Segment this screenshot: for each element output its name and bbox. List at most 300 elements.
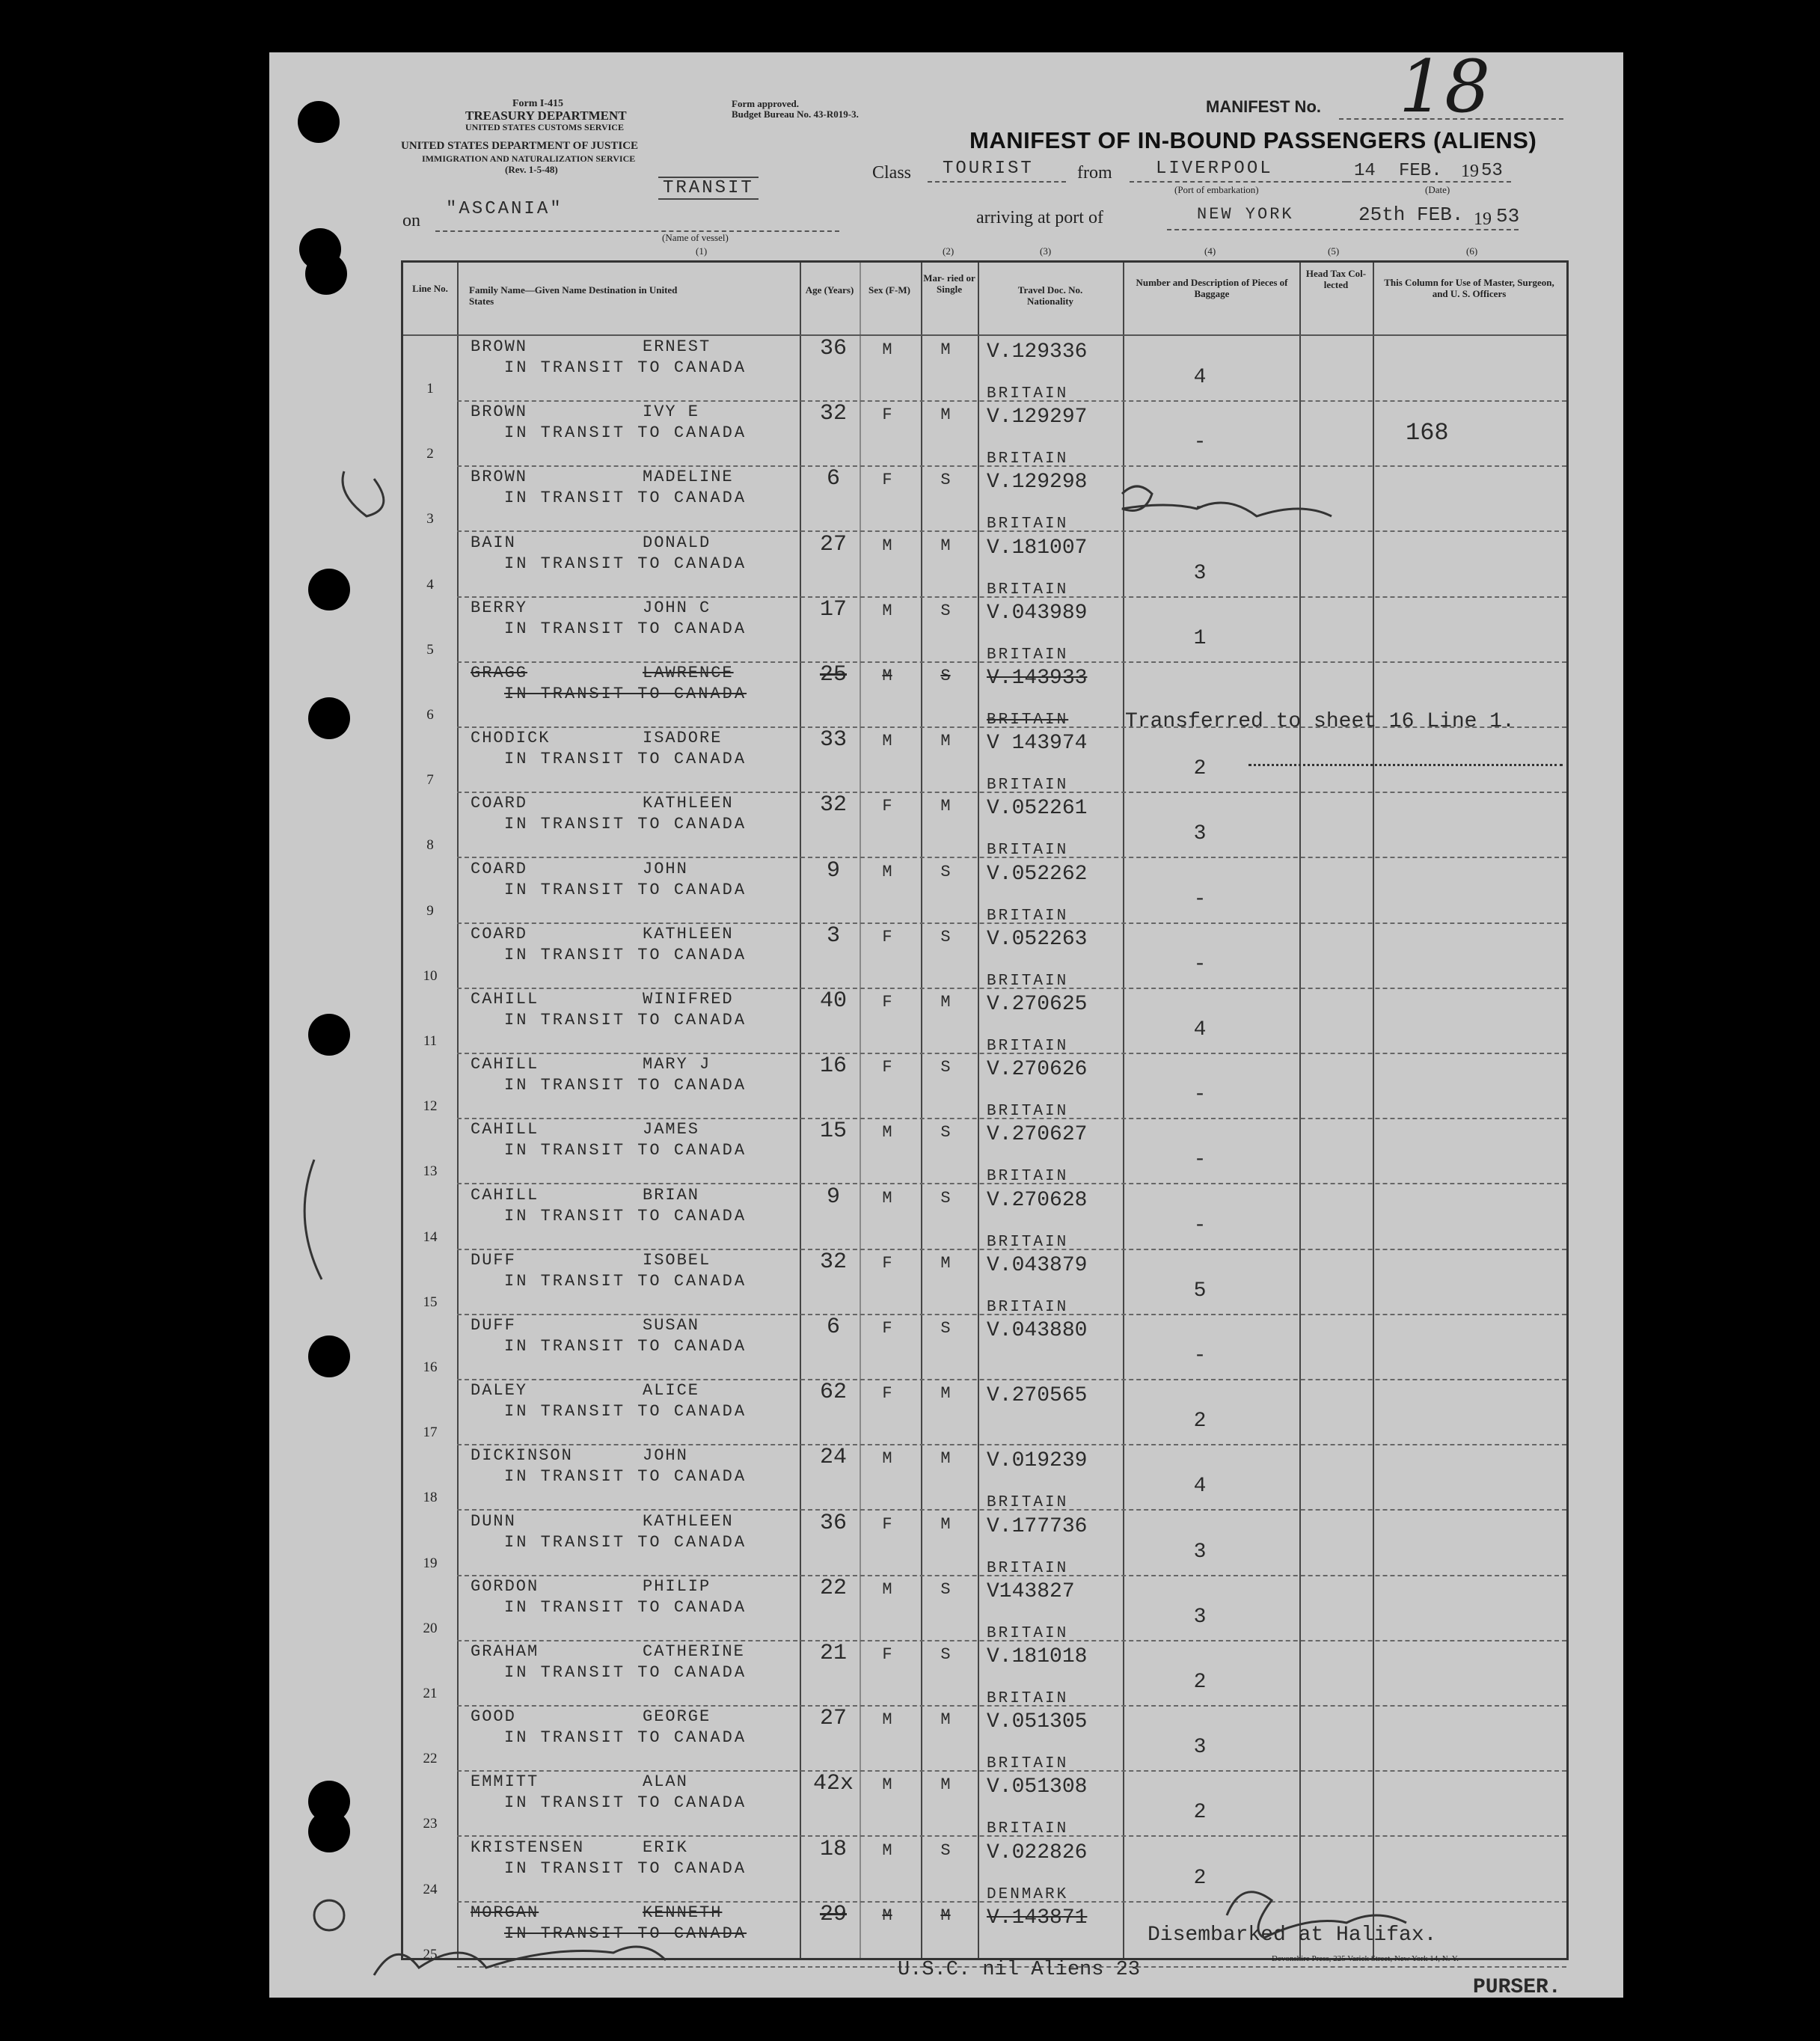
nationality: BRITAIN [987, 777, 1069, 795]
punch-hole [305, 253, 347, 295]
line-number: 8 [426, 837, 434, 854]
marital-status: M [940, 340, 951, 359]
destination: IN TRANSIT TO CANADA [504, 815, 747, 834]
col-number-2: (2) [943, 245, 955, 257]
th-officers: This Column for Use of Master, Surgeon, and U. S. Officers [1384, 277, 1554, 299]
age: 16 [819, 1053, 847, 1080]
table-row [403, 532, 1566, 598]
nationality: BRITAIN [987, 1624, 1069, 1642]
manifest-sheet [269, 45, 1623, 1999]
travel-doc-number: V 143974 [987, 732, 1088, 756]
sex: M [882, 536, 892, 555]
given-name: ERIK [643, 1837, 688, 1857]
sex: F [882, 1253, 892, 1273]
nationality: BRITAIN [987, 1168, 1069, 1186]
sex: M [882, 1123, 892, 1142]
age: 32 [819, 401, 847, 427]
marital-status: M [940, 797, 951, 816]
nationality: BRITAIN [987, 581, 1069, 599]
date-year-prefix: 19 [1461, 162, 1479, 181]
th-baggage: Number and Description of Pieces of Baggage [1136, 277, 1288, 299]
nationality: BRITAIN [987, 1690, 1069, 1707]
disembarked-note: Disembarked at Halifax. [1148, 1924, 1437, 1947]
baggage-count: - [1193, 431, 1207, 455]
printer-imprint: Devonshire Press, 225 Varick Street, New York 14, N. Y. [1272, 1954, 1459, 1963]
date-month: FEB. [1399, 161, 1442, 181]
destination: IN TRANSIT TO CANADA [504, 1728, 747, 1748]
travel-doc-number: V.270627 [987, 1123, 1088, 1147]
destination: IN TRANSIT TO CANADA [504, 1467, 747, 1487]
given-name: IVY E [643, 403, 700, 422]
date-caption: (Date) [1425, 184, 1450, 195]
marital-status: M [940, 1775, 951, 1795]
vessel-caption: (Name of vessel) [662, 232, 729, 243]
punch-hole [308, 1811, 350, 1852]
baggage-count: 4 [1193, 1475, 1207, 1499]
sex: M [882, 1775, 892, 1795]
form-number: Form I-415 [512, 98, 564, 109]
age: 62 [819, 1380, 847, 1406]
family-name: CAHILL [471, 1055, 539, 1074]
manifest-no-handwritten: 18 [1399, 45, 1491, 129]
sex: F [882, 1319, 892, 1338]
table-row [403, 988, 1566, 1054]
sex: F [882, 1645, 892, 1664]
given-name: JOHN [643, 859, 688, 878]
sex: F [882, 406, 892, 425]
family-name: KRISTENSEN [471, 1837, 585, 1857]
travel-doc-number: V.270626 [987, 1058, 1088, 1082]
embarkation-caption: (Port of embarkation) [1174, 184, 1259, 195]
given-name: ALICE [643, 1381, 700, 1401]
sex: M [882, 732, 892, 751]
punch-hole [298, 101, 340, 143]
form-approved: Form approved. [732, 98, 800, 109]
given-name: LAWRENCE [643, 664, 734, 682]
baggage-count: 3 [1193, 1540, 1207, 1564]
th-age: Age (Years) [805, 284, 854, 296]
line-number: 11 [423, 1033, 438, 1049]
ins-label: IMMIGRATION AND NATURALIZATION SERVICE [422, 153, 636, 164]
officer-note: 168 [1406, 419, 1449, 447]
family-name: COARD [471, 859, 528, 878]
travel-doc-number: V.043989 [987, 601, 1088, 625]
nationality: BRITAIN [987, 842, 1069, 860]
marital-status: M [940, 406, 951, 425]
nationality: BRITAIN [987, 1820, 1069, 1838]
th-line-no: Line No. [412, 283, 448, 294]
destination: IN TRANSIT TO CANADA [504, 1532, 747, 1552]
table-row [403, 1706, 1566, 1772]
destination: IN TRANSIT TO CANADA [504, 1076, 747, 1095]
baggage-count: - [1193, 1148, 1207, 1172]
line-number: 5 [426, 641, 434, 658]
age: 40 [819, 988, 847, 1014]
age: 32 [819, 1249, 847, 1275]
destination: IN TRANSIT TO CANADA [504, 423, 747, 443]
th-head-tax: Head Tax Col- lected [1305, 268, 1367, 290]
table-row [403, 792, 1566, 858]
table-row [403, 1053, 1566, 1119]
table-row [403, 1771, 1566, 1837]
table-row [403, 1837, 1566, 1903]
marital-status: S [940, 1123, 951, 1142]
line-number: 6 [426, 707, 434, 723]
table-row [403, 1380, 1566, 1445]
marital-status: M [940, 536, 951, 555]
baggage-count: - [1193, 1083, 1207, 1107]
punch-hole [308, 1014, 350, 1056]
travel-doc-number: V.129336 [987, 340, 1088, 364]
vessel-name: "ASCANIA" [446, 199, 563, 219]
table-row [403, 923, 1566, 989]
sex: M [882, 1906, 892, 1925]
th-sex: Sex (F-M) [868, 284, 910, 296]
sex: M [882, 667, 892, 685]
age: 17 [819, 596, 847, 622]
destination: IN TRANSIT TO CANADA [504, 685, 747, 703]
footer-typed: U.S.C. nil Aliens 23 [898, 1959, 1141, 1981]
treasury-department: TREASURY DEPARTMENT [465, 108, 627, 123]
age: 9 [826, 1184, 840, 1210]
arriving-label: arriving at port of [976, 208, 1103, 227]
table-row [403, 1119, 1566, 1184]
family-name: DUFF [471, 1250, 516, 1270]
marital-status: M [940, 993, 951, 1012]
purser-label: PURSER. [1473, 1976, 1561, 1999]
family-name: DICKINSON [471, 1446, 573, 1466]
line-number: 18 [423, 1490, 438, 1506]
given-name: ERNEST [643, 337, 711, 356]
budget-bureau: Budget Bureau No. 43-R019-3. [732, 108, 859, 120]
line-number: 15 [423, 1294, 438, 1310]
destination: IN TRANSIT TO CANADA [504, 1271, 747, 1291]
family-name: GRAHAM [471, 1642, 539, 1661]
table-row [403, 597, 1566, 663]
travel-doc-number: V.022826 [987, 1840, 1088, 1864]
baggage-count: 3 [1193, 822, 1207, 846]
given-name: PHILIP [643, 1576, 711, 1596]
family-name: COARD [471, 924, 528, 943]
date-underline [1346, 181, 1511, 183]
family-name: BROWN [471, 337, 528, 356]
family-name: BROWN [471, 403, 528, 422]
family-name: GRAGG [471, 664, 528, 682]
marital-status: S [940, 1058, 951, 1077]
baggage-count: 5 [1193, 1279, 1207, 1303]
given-name: JOHN C [643, 598, 711, 617]
given-name: GEORGE [643, 1707, 711, 1727]
nationality: BRITAIN [987, 712, 1069, 729]
age: 15 [819, 1119, 847, 1145]
travel-doc-number: V.181018 [987, 1645, 1088, 1668]
given-name: WINIFRED [643, 990, 734, 1009]
col-number-3: (3) [1040, 245, 1052, 257]
sex: F [882, 1058, 892, 1077]
age: 33 [819, 727, 847, 753]
travel-doc-number: V.043880 [987, 1319, 1088, 1342]
manifest-no-label: MANIFEST No. [1206, 97, 1321, 116]
destination: IN TRANSIT TO CANADA [504, 1597, 747, 1617]
age: 24 [819, 1445, 847, 1471]
customs-service: UNITED STATES CUSTOMS SERVICE [465, 122, 624, 132]
transfer-dots [1248, 764, 1563, 766]
family-name: CAHILL [471, 1185, 539, 1205]
marital-status: S [940, 601, 951, 620]
line-number: 4 [426, 576, 434, 593]
nationality: BRITAIN [987, 515, 1069, 533]
marital-status: M [940, 732, 951, 751]
family-name: BERRY [471, 598, 528, 617]
line-number: 20 [423, 1620, 438, 1636]
travel-doc-number: V.052261 [987, 797, 1088, 821]
given-name: KENNETH [643, 1903, 723, 1922]
given-name: KATHLEEN [643, 794, 734, 813]
nationality: BRITAIN [987, 1103, 1069, 1121]
table-row [403, 1641, 1566, 1707]
marital-status: M [940, 1449, 951, 1469]
age: 25 [819, 662, 847, 688]
col-number-6: (6) [1466, 245, 1478, 257]
family-name: BROWN [471, 468, 528, 487]
sex: M [882, 1710, 892, 1730]
line-number: 24 [423, 1881, 438, 1897]
marital-status: S [940, 1840, 951, 1860]
table-row [403, 1315, 1566, 1380]
travel-doc-number: V143827 [987, 1579, 1075, 1603]
table-row [403, 466, 1566, 532]
marital-status: S [940, 927, 951, 946]
family-name: GOOD [471, 1707, 516, 1727]
family-name: EMMITT [471, 1772, 539, 1792]
age: 36 [819, 1510, 847, 1536]
table-row [403, 727, 1566, 793]
class-underline [928, 181, 1066, 183]
family-name: DUNN [471, 1511, 516, 1531]
line-number: 22 [423, 1751, 438, 1767]
age: 9 [826, 857, 840, 884]
marital-status: M [940, 1710, 951, 1730]
class-value: TOURIST [943, 159, 1034, 179]
family-name: GORDON [471, 1576, 539, 1596]
travel-doc-number: V.051305 [987, 1710, 1088, 1734]
baggage-count: 2 [1193, 1671, 1207, 1694]
family-name: DALEY [471, 1381, 528, 1401]
family-name: BAIN [471, 533, 516, 552]
sex: F [882, 797, 892, 816]
table-row [403, 401, 1566, 467]
marital-status: M [940, 1514, 951, 1534]
destination: IN TRANSIT TO CANADA [504, 945, 747, 964]
travel-doc-number: V.052262 [987, 862, 1088, 886]
destination: IN TRANSIT TO CANADA [504, 358, 747, 377]
th-travel-doc: Travel Doc. No. Nationality [1017, 284, 1083, 307]
destination: IN TRANSIT TO CANADA [504, 1141, 747, 1160]
travel-doc-number: V.177736 [987, 1514, 1088, 1538]
destination: IN TRANSIT TO CANADA [504, 1337, 747, 1356]
age: 36 [819, 336, 847, 361]
given-name: BRIAN [643, 1185, 700, 1205]
manifest-title: MANIFEST OF IN-BOUND PASSENGERS (ALIENS) [969, 127, 1537, 153]
given-name: MADELINE [643, 468, 734, 487]
nationality: BRITAIN [987, 1755, 1069, 1773]
given-name: JOHN [643, 1446, 688, 1466]
line-number: 9 [426, 902, 434, 919]
marital-status: S [940, 862, 951, 881]
baggage-count: 2 [1193, 757, 1207, 781]
punch-hole [308, 569, 350, 611]
punch-hole [308, 1335, 350, 1377]
class-label: Class [872, 163, 912, 183]
given-name: JAMES [643, 1120, 700, 1139]
transit-stamp: TRANSIT [658, 177, 759, 200]
table-row [403, 1445, 1566, 1511]
line-number: 7 [426, 772, 434, 789]
line-number: 10 [423, 967, 438, 984]
age: 18 [819, 1836, 847, 1862]
transfer-note: Transferred to sheet 16 Line 1. [1125, 710, 1515, 733]
line-number: 2 [426, 446, 434, 462]
table-row [403, 1184, 1566, 1250]
family-name: DUFF [471, 1316, 516, 1335]
baggage-count: 3 [1193, 1736, 1207, 1760]
age: 27 [819, 1706, 847, 1732]
travel-doc-number: V.143933 [987, 667, 1088, 690]
arrival-year-prefix: 19 [1474, 209, 1492, 229]
given-name: MARY J [643, 1055, 711, 1074]
destination: IN TRANSIT TO CANADA [504, 1206, 747, 1225]
travel-doc-number: V.270628 [987, 1188, 1088, 1212]
sex: M [882, 601, 892, 620]
sex: M [882, 862, 892, 881]
baggage-count: - [1193, 1214, 1207, 1237]
on-label: on [402, 211, 420, 230]
sex: M [882, 1840, 892, 1860]
arrival-year: 53 [1496, 205, 1520, 227]
age: 42x [812, 1771, 854, 1797]
destination: IN TRANSIT TO CANADA [504, 1663, 747, 1682]
nationality: BRITAIN [987, 1298, 1069, 1316]
marital-status: S [940, 667, 951, 685]
table-row [403, 1511, 1566, 1576]
th-name: Family Name—Given Name Destination in United States [469, 284, 678, 307]
age: 3 [826, 922, 840, 949]
age: 22 [819, 1575, 847, 1601]
arrival-date: 25th FEB. [1358, 204, 1464, 226]
destination: IN TRANSIT TO CANADA [504, 619, 747, 638]
line-number: 17 [423, 1425, 438, 1441]
sex: M [882, 1579, 892, 1599]
travel-doc-number: V.270625 [987, 993, 1088, 1016]
nationality: BRITAIN [987, 972, 1069, 990]
nationality: BRITAIN [987, 1233, 1069, 1251]
col-number-4: (4) [1204, 245, 1216, 257]
from-value: LIVERPOOL [1156, 159, 1273, 179]
baggage-count: 1 [1193, 626, 1207, 650]
nationality: DENMARK [987, 1885, 1069, 1903]
table-row [403, 336, 1566, 402]
sex: M [882, 1449, 892, 1469]
age: 21 [819, 1641, 847, 1666]
age: 6 [826, 466, 840, 492]
given-name: ISOBEL [643, 1250, 711, 1270]
given-name: DONALD [643, 533, 711, 552]
col-number-1: (1) [696, 245, 708, 257]
baggage-count: - [1193, 887, 1207, 911]
nationality: BRITAIN [987, 450, 1069, 468]
punch-hole [308, 697, 350, 739]
table-row [403, 858, 1566, 924]
arrival-port: NEW YORK [1197, 205, 1294, 224]
given-name: KATHLEEN [643, 924, 734, 943]
travel-doc-number: V.019239 [987, 1449, 1088, 1473]
line-number: 16 [423, 1359, 438, 1375]
age: 6 [826, 1315, 840, 1340]
line-number: 19 [423, 1555, 438, 1571]
family-name: COARD [471, 794, 528, 813]
line-number: 23 [423, 1816, 438, 1832]
destination: IN TRANSIT TO CANADA [504, 1924, 747, 1943]
from-label: from [1077, 163, 1112, 183]
sex: F [882, 927, 892, 946]
baggage-count: 2 [1193, 1866, 1207, 1890]
arrival-underline [1167, 229, 1519, 230]
given-name: ISADORE [643, 729, 723, 748]
sex: F [882, 1514, 892, 1534]
travel-doc-number: V.129298 [987, 471, 1088, 495]
baggage-count: 3 [1193, 1605, 1207, 1629]
line-number: 3 [426, 511, 434, 527]
destination: IN TRANSIT TO CANADA [504, 489, 747, 508]
travel-doc-number: V.051308 [987, 1775, 1088, 1799]
date-year: 53 [1481, 161, 1503, 181]
travel-doc-number: V.052263 [987, 927, 1088, 951]
marital-status: S [940, 471, 951, 490]
sex: F [882, 471, 892, 490]
line-number: 25 [423, 1946, 438, 1962]
baggage-count: 4 [1193, 1018, 1207, 1041]
destination: IN TRANSIT TO CANADA [504, 880, 747, 899]
baggage-count: 2 [1193, 1410, 1207, 1433]
marital-status: S [940, 1645, 951, 1664]
line-number: 1 [426, 381, 434, 397]
baggage-count: 2 [1193, 1801, 1207, 1825]
family-name: CAHILL [471, 1120, 539, 1139]
destination: IN TRANSIT TO CANADA [504, 1011, 747, 1029]
line-number: 12 [423, 1098, 438, 1115]
age: 29 [819, 1901, 847, 1927]
nationality: BRITAIN [987, 646, 1069, 664]
marital-status: S [940, 1319, 951, 1338]
line-number: 21 [423, 1686, 438, 1701]
marital-status: S [940, 1188, 951, 1208]
given-name: KATHLEEN [643, 1511, 734, 1531]
travel-doc-number: V.129297 [987, 406, 1088, 429]
baggage-count: 4 [1193, 366, 1207, 389]
sex: M [882, 1188, 892, 1208]
family-name: MORGAN [471, 1903, 539, 1922]
sex: F [882, 993, 892, 1012]
nationality: BRITAIN [987, 1559, 1069, 1577]
table-row [403, 1576, 1566, 1641]
marital-status: M [940, 1906, 951, 1925]
marital-status: M [940, 1384, 951, 1404]
marital-status: M [940, 1253, 951, 1273]
vessel-underline [435, 230, 839, 232]
given-name: CATHERINE [643, 1642, 745, 1661]
justice-department: UNITED STATES DEPARTMENT OF JUSTICE [401, 140, 639, 152]
baggage-count: - [1193, 496, 1207, 520]
